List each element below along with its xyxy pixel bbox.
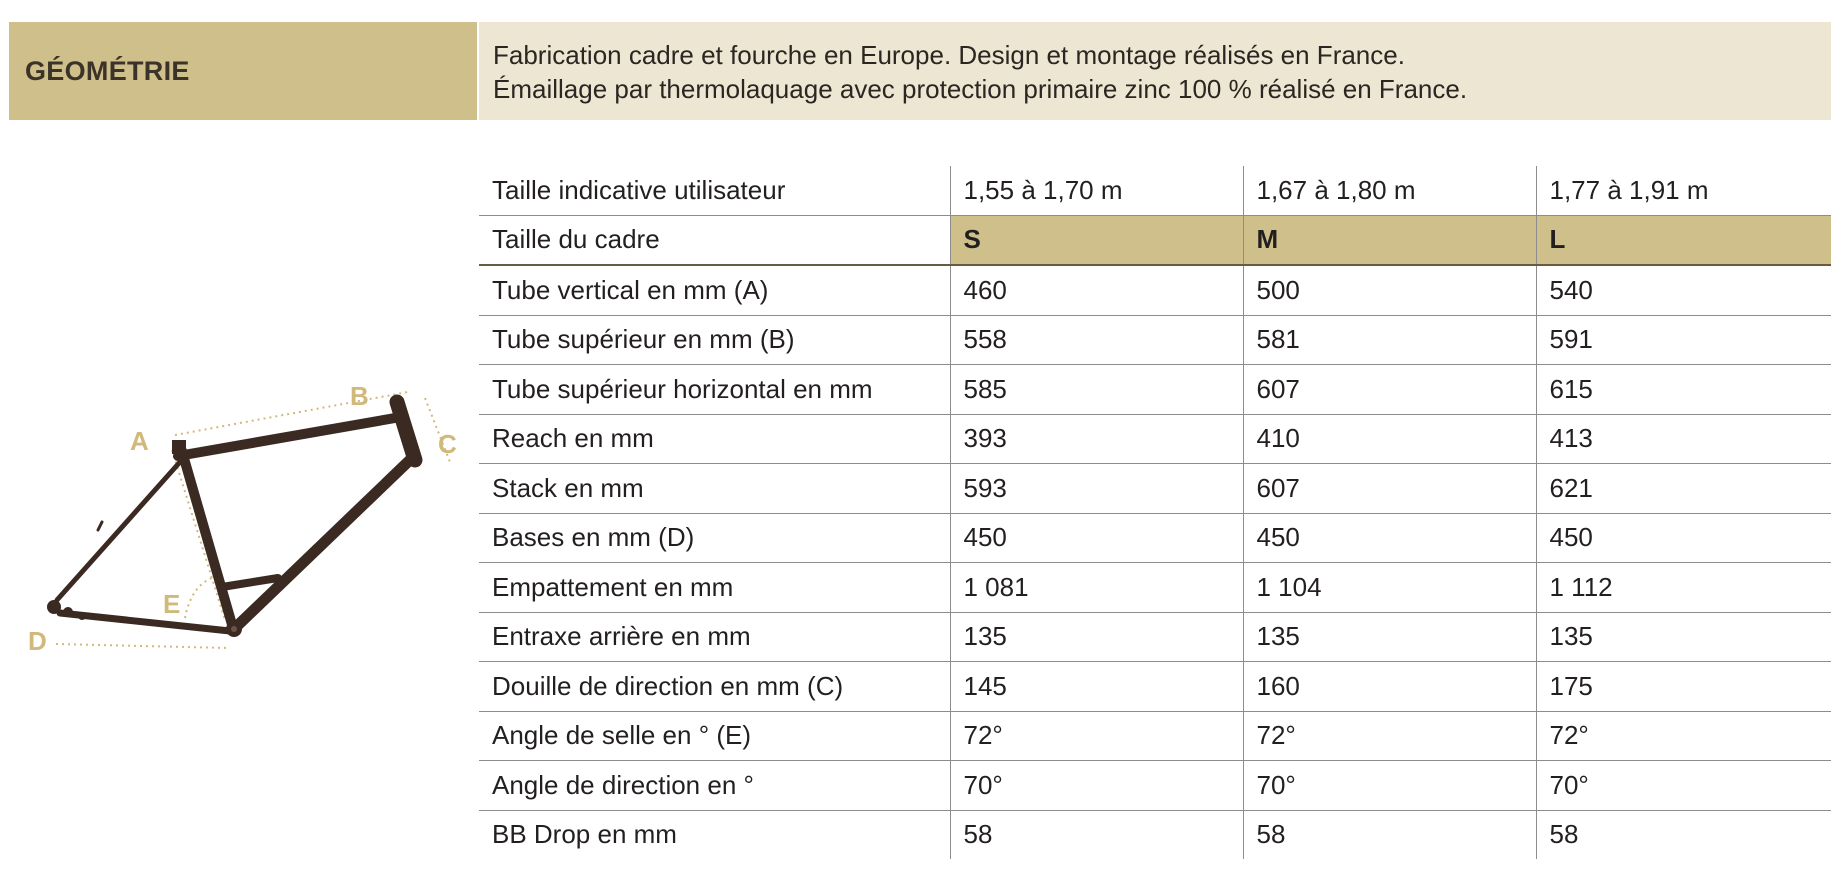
cell-s: 58	[950, 810, 1243, 859]
table-row	[479, 810, 1831, 859]
cell-m: M	[1243, 215, 1536, 265]
cell-l: 58	[1536, 810, 1831, 859]
label-d: D	[28, 626, 47, 656]
cell-s: 585	[950, 365, 1243, 415]
bike-frame-diagram	[20, 350, 470, 670]
table-row	[479, 315, 1831, 365]
table-row	[479, 711, 1831, 761]
cell-m: 410	[1243, 414, 1536, 464]
cell-l: 70°	[1536, 761, 1831, 811]
table-row	[479, 761, 1831, 811]
cell-s: 135	[950, 612, 1243, 662]
cell-l: 450	[1536, 513, 1831, 563]
row-label: Angle de direction en °	[479, 761, 950, 811]
cell-l: 175	[1536, 662, 1831, 712]
cell-s: 70°	[950, 761, 1243, 811]
row-label: Empattement en mm	[479, 563, 950, 613]
row-label: Taille indicative utilisateur	[479, 166, 950, 215]
dimension-b-line	[175, 392, 408, 435]
description-line-1: Fabrication cadre et fourche en Europe. Design et montage réalisés en France.	[493, 40, 1405, 70]
row-label: Taille du cadre	[479, 215, 950, 265]
row-label: Angle de selle en ° (E)	[479, 711, 950, 761]
row-label: Bases en mm (D)	[479, 513, 950, 563]
table-row	[479, 365, 1831, 415]
cell-s: 450	[950, 513, 1243, 563]
row-label: Reach en mm	[479, 414, 950, 464]
cell-l: 1,77 à 1,91 m	[1536, 166, 1831, 215]
table-row	[479, 612, 1831, 662]
cell-m: 607	[1243, 365, 1536, 415]
label-a: A	[130, 426, 149, 456]
cell-m: 450	[1243, 513, 1536, 563]
cell-m: 160	[1243, 662, 1536, 712]
header-description-box	[479, 22, 1831, 120]
table-row	[479, 414, 1831, 464]
cell-m: 1,67 à 1,80 m	[1243, 166, 1536, 215]
cell-l: 540	[1536, 265, 1831, 315]
cell-l: L	[1536, 215, 1831, 265]
cell-m: 1 104	[1243, 563, 1536, 613]
cell-m: 500	[1243, 265, 1536, 315]
brace-tube	[222, 578, 278, 587]
cell-m: 70°	[1243, 761, 1536, 811]
section-title: GÉOMÉTRIE	[25, 55, 190, 86]
cell-s: 1,55 à 1,70 m	[950, 166, 1243, 215]
cell-l: 1 112	[1536, 563, 1831, 613]
seat-stay-mount	[98, 522, 102, 530]
label-b: B	[350, 381, 369, 411]
cell-l: 621	[1536, 464, 1831, 514]
down-tube	[235, 458, 412, 628]
row-label: Entraxe arrière en mm	[479, 612, 950, 662]
cell-m: 607	[1243, 464, 1536, 514]
cell-m: 58	[1243, 810, 1536, 859]
row-label: Douille de direction en mm (C)	[479, 662, 950, 712]
seat-tube	[181, 448, 233, 628]
table-row	[479, 662, 1831, 712]
geometry-table	[479, 166, 1831, 859]
header-title-box	[9, 22, 477, 120]
cell-s: 460	[950, 265, 1243, 315]
row-label: Stack en mm	[479, 464, 950, 514]
cell-m: 135	[1243, 612, 1536, 662]
label-c: C	[438, 429, 457, 459]
row-label: Tube supérieur en mm (B)	[479, 315, 950, 365]
seat-clamp	[172, 440, 186, 454]
cell-m: 581	[1243, 315, 1536, 365]
cell-l: 591	[1536, 315, 1831, 365]
cell-s: S	[950, 215, 1243, 265]
seat-stay	[57, 462, 180, 600]
head-tube	[397, 402, 415, 460]
table-row	[479, 513, 1831, 563]
cell-s: 1 081	[950, 563, 1243, 613]
label-e: E	[163, 589, 181, 619]
table-row	[479, 265, 1831, 315]
bottom-bracket-inner	[231, 626, 237, 632]
table-row-frame-size	[479, 215, 1831, 265]
table-row-user-size	[479, 166, 1831, 215]
row-label: Tube supérieur horizontal en mm	[479, 365, 950, 415]
cell-l: 413	[1536, 414, 1831, 464]
cell-l: 72°	[1536, 711, 1831, 761]
row-label: BB Drop en mm	[492, 819, 677, 850]
description-line-2: Émaillage par thermolaquage avec protection primaire zinc 100 % réalisé en France.	[493, 74, 1468, 104]
table-row	[479, 464, 1831, 514]
top-tube	[178, 418, 395, 456]
cell-s: 393	[950, 414, 1243, 464]
cell-l: 135	[1536, 612, 1831, 662]
cell-s: 593	[950, 464, 1243, 514]
cell-s: 558	[950, 315, 1243, 365]
row-label: Tube vertical en mm (A)	[479, 265, 950, 315]
cell-s: 72°	[950, 711, 1243, 761]
table-row	[479, 563, 1831, 613]
cell-s: 145	[950, 662, 1243, 712]
cell-l: 615	[1536, 365, 1831, 415]
cell-m: 72°	[1243, 711, 1536, 761]
dimension-d-line	[56, 644, 228, 648]
